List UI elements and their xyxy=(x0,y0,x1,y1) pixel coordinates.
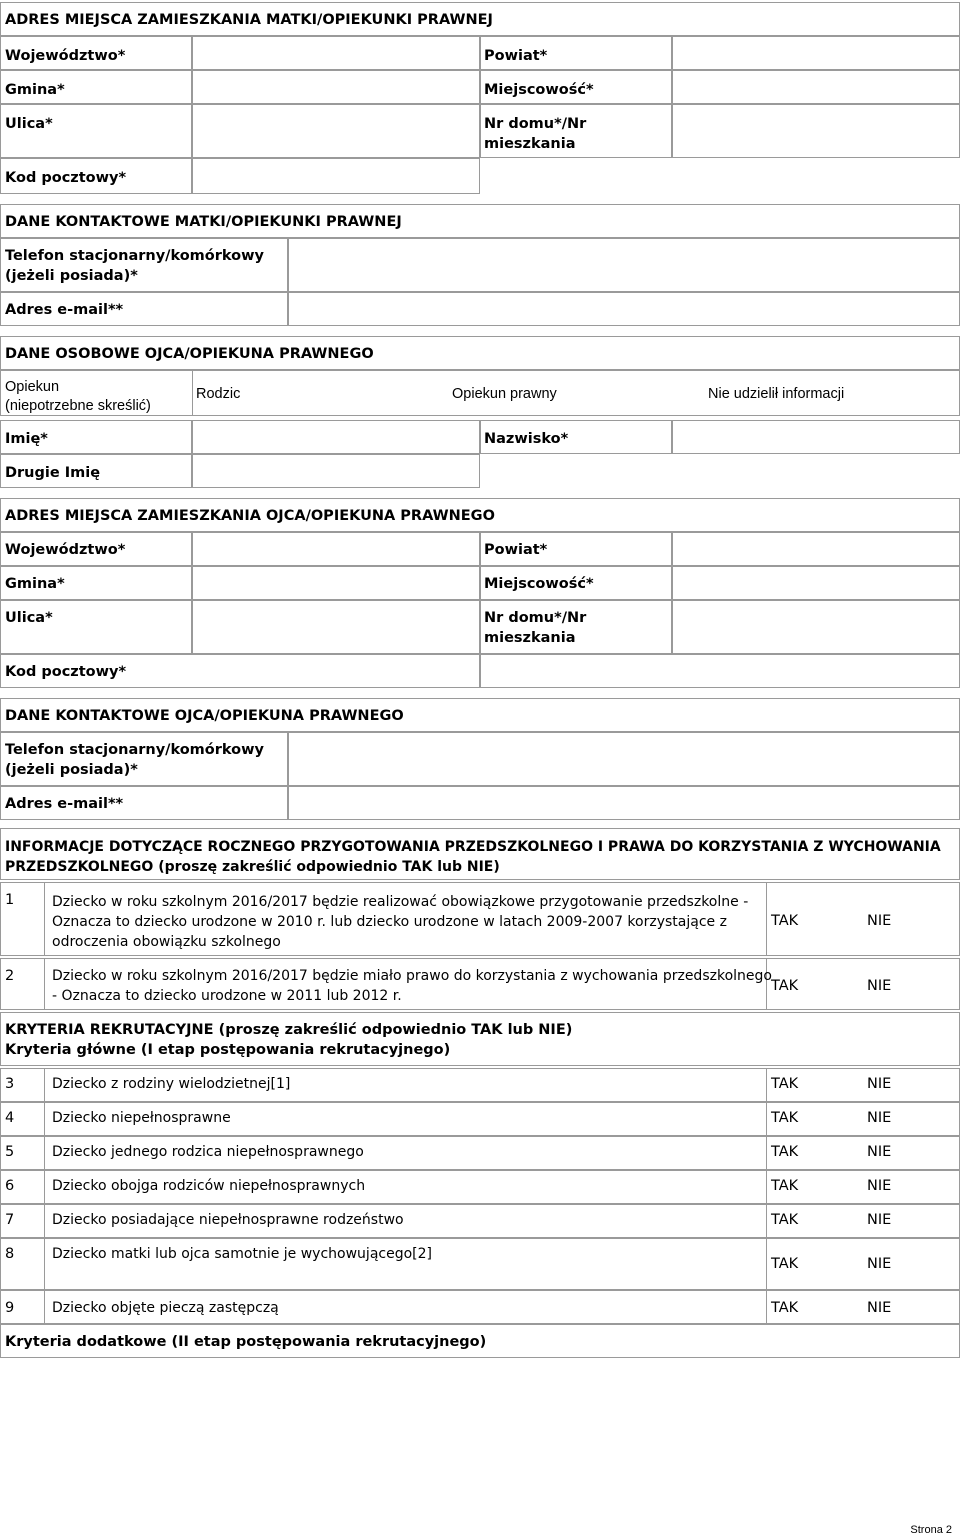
ulica-label: Ulica* xyxy=(5,116,53,132)
row-text: Dziecko jednego rodzica niepełnosprawnego xyxy=(52,1144,364,1160)
nazwisko-field[interactable] xyxy=(672,420,960,454)
email-field[interactable] xyxy=(288,292,960,326)
row-number: 4 xyxy=(5,1110,15,1126)
powiat-label: Powiat* xyxy=(484,542,548,558)
ulica-field[interactable] xyxy=(192,104,480,158)
gmina-field[interactable] xyxy=(192,566,480,600)
nr-domu-label: Nr domu*/Nr xyxy=(484,116,587,132)
wojewodztwo-label: Województwo* xyxy=(5,542,126,558)
gmina-field[interactable] xyxy=(192,70,480,104)
phone-label-note: (jeżeli posiada)* xyxy=(5,762,138,778)
divider xyxy=(766,1170,767,1204)
nr-domu-field[interactable] xyxy=(672,104,960,158)
divider xyxy=(766,1068,767,1102)
email-label: Adres e-mail** xyxy=(5,796,124,812)
divider xyxy=(44,1290,45,1324)
powiat-field[interactable] xyxy=(672,36,960,70)
section-title-cont: PRZEDSZKOLNEGO (proszę zakreślić odpowiednio TAK lub NIE) xyxy=(5,859,500,875)
section-title: INFORMACJE DOTYCZĄCE ROCZNEGO PRZYGOTOWANIA PRZEDSZKOLNEGO I PRAWA DO KORZYSTANIA Z WYCHOWANIA xyxy=(5,839,941,855)
row-number: 8 xyxy=(5,1246,15,1262)
miejscowosc-label: Miejscowość* xyxy=(484,82,594,98)
ulica-label: Ulica* xyxy=(5,610,53,626)
drugie-imie-label: Drugie Imię xyxy=(5,465,101,481)
section-title: DANE KONTAKTOWE OJCA/OPIEKUNA PRAWNEGO xyxy=(5,708,404,724)
ulica-field[interactable] xyxy=(192,600,480,654)
page-number: Strona 2 xyxy=(910,1524,952,1536)
nazwisko-label: Nazwisko* xyxy=(484,431,569,447)
row-number: 7 xyxy=(5,1212,15,1228)
nie-option[interactable]: NIE xyxy=(867,1144,892,1160)
row-number: 2 xyxy=(5,968,15,984)
email-field[interactable] xyxy=(288,786,960,820)
imie-field[interactable] xyxy=(192,420,480,454)
divider xyxy=(766,1102,767,1136)
divider xyxy=(44,882,45,956)
tak-option[interactable]: TAK xyxy=(771,1300,799,1316)
tak-option[interactable]: TAK xyxy=(771,1110,799,1126)
nr-mieszkania-label: mieszkania xyxy=(484,630,576,646)
powiat-label: Powiat* xyxy=(484,48,548,64)
divider xyxy=(44,1170,45,1204)
section-title: DANE KONTAKTOWE MATKI/OPIEKUNKI PRAWNEJ xyxy=(5,214,402,230)
divider xyxy=(44,1136,45,1170)
miejscowosc-field[interactable] xyxy=(672,70,960,104)
drugie-imie-field[interactable] xyxy=(192,454,480,488)
nie-option[interactable]: NIE xyxy=(867,913,892,929)
phone-field[interactable] xyxy=(288,238,960,292)
divider xyxy=(44,958,45,1010)
imie-label: Imię* xyxy=(5,431,48,447)
row-text: Oznacza to dziecko urodzone w 2010 r. lub dziecko urodzone w latach 2009-2007 korzystające z xyxy=(52,914,727,930)
row-text: Dziecko matki lub ojca samotnie je wychowującego[2] xyxy=(52,1246,432,1262)
row-number: 9 xyxy=(5,1300,15,1316)
nie-option[interactable]: NIE xyxy=(867,978,892,994)
nie-option[interactable]: NIE xyxy=(867,1300,892,1316)
gmina-label: Gmina* xyxy=(5,576,65,592)
row-text: Dziecko posiadające niepełnosprawne rodzeństwo xyxy=(52,1212,404,1228)
miejscowosc-field[interactable] xyxy=(672,566,960,600)
divider xyxy=(44,1204,45,1238)
divider xyxy=(766,882,767,956)
section-title: KRYTERIA REKRUTACYJNE (proszę zakreślić odpowiednio TAK lub NIE) xyxy=(5,1022,573,1038)
row-number: 3 xyxy=(5,1076,15,1092)
option-opiekun-prawny[interactable]: Opiekun prawny xyxy=(452,386,557,402)
row-text: Dziecko niepełnosprawne xyxy=(52,1110,231,1126)
nr-mieszkania-label: mieszkania xyxy=(484,136,576,152)
kod-label: Kod pocztowy* xyxy=(5,664,127,680)
kod-field[interactable] xyxy=(480,654,960,688)
divider xyxy=(44,1238,45,1290)
tak-option[interactable]: TAK xyxy=(771,1178,799,1194)
row-number: 6 xyxy=(5,1178,15,1194)
row-text: odroczenia obowiązku szkolnego xyxy=(52,934,281,950)
gmina-label: Gmina* xyxy=(5,82,65,98)
nie-option[interactable]: NIE xyxy=(867,1256,892,1272)
phone-label: Telefon stacjonarny/komórkowy xyxy=(5,742,264,758)
phone-field[interactable] xyxy=(288,732,960,786)
option-rodzic[interactable]: Rodzic xyxy=(196,386,241,402)
phone-label: Telefon stacjonarny/komórkowy xyxy=(5,248,264,264)
nr-domu-label: Nr domu*/Nr xyxy=(484,610,587,626)
tak-option[interactable]: TAK xyxy=(771,1212,799,1228)
divider xyxy=(44,1068,45,1102)
kod-label: Kod pocztowy* xyxy=(5,170,127,186)
row-text: Dziecko obojga rodziców niepełnosprawnych xyxy=(52,1178,366,1194)
nie-option[interactable]: NIE xyxy=(867,1076,892,1092)
row-text: Dziecko objęte pieczą zastępczą xyxy=(52,1300,279,1316)
nie-option[interactable]: NIE xyxy=(867,1178,892,1194)
email-label: Adres e-mail** xyxy=(5,302,124,318)
section-subtitle: Kryteria dodatkowe (II etap postępowania rekrutacyjnego) xyxy=(5,1334,487,1350)
row-text: Dziecko w roku szkolnym 2016/2017 będzie realizować obowiązkowe przygotowanie przedszkolne - xyxy=(52,894,749,910)
divider xyxy=(766,1136,767,1170)
row-number: 5 xyxy=(5,1144,15,1160)
section-title: ADRES MIEJSCA ZAMIESZKANIA OJCA/OPIEKUNA PRAWNEGO xyxy=(5,508,495,524)
opiekun-label: Opiekun xyxy=(5,379,60,395)
nie-option[interactable]: NIE xyxy=(867,1110,892,1126)
section-title: ADRES MIEJSCA ZAMIESZKANIA MATKI/OPIEKUNKI PRAWNEJ xyxy=(5,12,493,28)
divider xyxy=(766,1290,767,1324)
kod-field[interactable] xyxy=(192,158,480,194)
tak-option[interactable]: TAK xyxy=(771,1076,799,1092)
divider xyxy=(766,1238,767,1290)
divider xyxy=(766,1204,767,1238)
row-number: 1 xyxy=(5,892,15,908)
option-nie-udzielil[interactable]: Nie udzielił informacji xyxy=(708,386,845,402)
tak-option[interactable]: TAK xyxy=(771,913,799,929)
section-subtitle: Kryteria główne (I etap postępowania rekrutacyjnego) xyxy=(5,1042,451,1058)
opiekun-note: (niepotrzebne skreślić) xyxy=(5,398,151,414)
phone-label-note: (jeżeli posiada)* xyxy=(5,268,138,284)
nr-domu-field[interactable] xyxy=(672,600,960,654)
powiat-field[interactable] xyxy=(672,532,960,566)
row-text: Dziecko w roku szkolnym 2016/2017 będzie miało prawo do korzystania z wychowania przedszkolnego xyxy=(52,968,772,984)
divider xyxy=(44,1102,45,1136)
section-title: DANE OSOBOWE OJCA/OPIEKUNA PRAWNEGO xyxy=(5,346,374,362)
tak-option[interactable]: TAK xyxy=(771,1256,799,1272)
tak-option[interactable]: TAK xyxy=(771,1144,799,1160)
row-text: Dziecko z rodziny wielodzietnej[1] xyxy=(52,1076,291,1092)
tak-option[interactable]: TAK xyxy=(771,978,799,994)
wojewodztwo-field[interactable] xyxy=(192,36,480,70)
wojewodztwo-label: Województwo* xyxy=(5,48,126,64)
wojewodztwo-field[interactable] xyxy=(192,532,480,566)
divider xyxy=(192,370,193,416)
miejscowosc-label: Miejscowość* xyxy=(484,576,594,592)
nie-option[interactable]: NIE xyxy=(867,1212,892,1228)
row-text: - Oznacza to dziecko urodzone w 2011 lub 2012 r. xyxy=(52,988,402,1004)
